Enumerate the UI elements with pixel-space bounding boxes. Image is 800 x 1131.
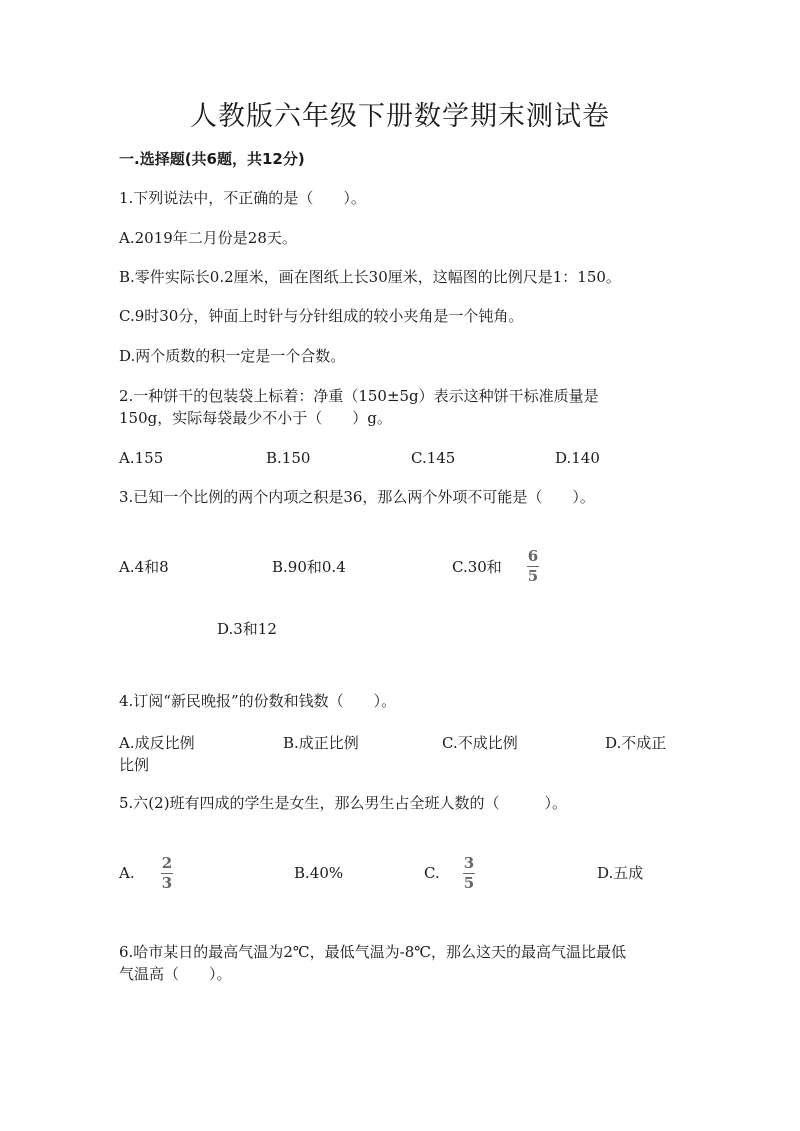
question-4-option-d-line2: 比例 — [119, 756, 150, 774]
question-2-option-c: C.145 — [411, 449, 456, 467]
question-4-option-c: C.不成比例 — [442, 734, 518, 752]
fraction-numerator: 2 — [161, 854, 173, 872]
question-4-option-d-line1: D.不成正 — [605, 734, 667, 752]
question-3-option-a: A.4和8 — [119, 558, 169, 576]
question-4-option-b: B.成正比例 — [283, 734, 359, 752]
question-4-option-a: A.成反比例 — [119, 734, 195, 752]
question-5-option-c-fraction — [463, 856, 475, 891]
page-title: 人教版六年级下册数学期末测试卷 — [190, 101, 610, 132]
question-2-stem-line2: 150g，实际每袋最少不小于（ ）g。 — [119, 409, 392, 427]
question-4-stem: 4.订阅“新民晚报”的份数和钱数（ ）。 — [119, 692, 397, 710]
question-1-option-c: C.9时30分，钟面上时针与分针组成的较小夹角是一个钝角。 — [119, 307, 524, 325]
question-5-option-d: D.五成 — [597, 864, 644, 882]
question-3-option-d: D.3和12 — [217, 620, 277, 638]
section-title: 一.选择题(共6题，共12分) — [119, 150, 305, 168]
question-2-option-a: A.155 — [119, 449, 164, 467]
question-5-option-c: C. — [424, 864, 440, 882]
question-5-option-a: A. — [119, 864, 135, 882]
question-5-stem: 5.六(2)班有四成的学生是女生，那么男生占全班人数的（ ）。 — [119, 794, 568, 812]
question-2-stem-line1: 2.一种饼干的包装袋上标着：净重（150±5g）表示这种饼干标准质量是 — [119, 387, 599, 405]
question-6-stem-line2: 气温高（ ）。 — [119, 965, 232, 983]
question-1-option-a: A.2019年二月份是28天。 — [119, 229, 297, 247]
question-5-option-a-fraction — [161, 856, 173, 891]
question-6-stem-line1: 6.哈市某日的最高气温为2℃，最低气温为-8℃，那么这天的最高气温比最低 — [119, 943, 627, 961]
fraction-numerator: 3 — [463, 854, 475, 872]
question-3-stem: 3.已知一个比例的两个内项之积是36，那么两个外项不可能是（ ）。 — [119, 488, 595, 506]
question-1-stem: 1.下列说法中，不正确的是（ ）。 — [119, 189, 366, 207]
question-3-option-c: C.30和 — [452, 558, 502, 576]
question-2-option-d: D.140 — [555, 449, 600, 467]
question-2-option-b: B.150 — [266, 449, 311, 467]
question-5-option-b: B.40% — [294, 864, 344, 882]
fraction-denominator: 3 — [161, 874, 173, 892]
question-3-option-b: B.90和0.4 — [272, 558, 346, 576]
question-3-option-c-fraction — [527, 549, 539, 584]
fraction-denominator: 5 — [527, 567, 539, 585]
fraction-numerator: 6 — [527, 547, 539, 565]
fraction-denominator: 5 — [463, 874, 475, 892]
question-1-option-d: D.两个质数的积一定是一个合数。 — [119, 347, 346, 365]
question-1-option-b: B.零件实际长0.2厘米，画在图纸上长30厘米，这幅图的比例尺是1：150。 — [119, 268, 621, 286]
